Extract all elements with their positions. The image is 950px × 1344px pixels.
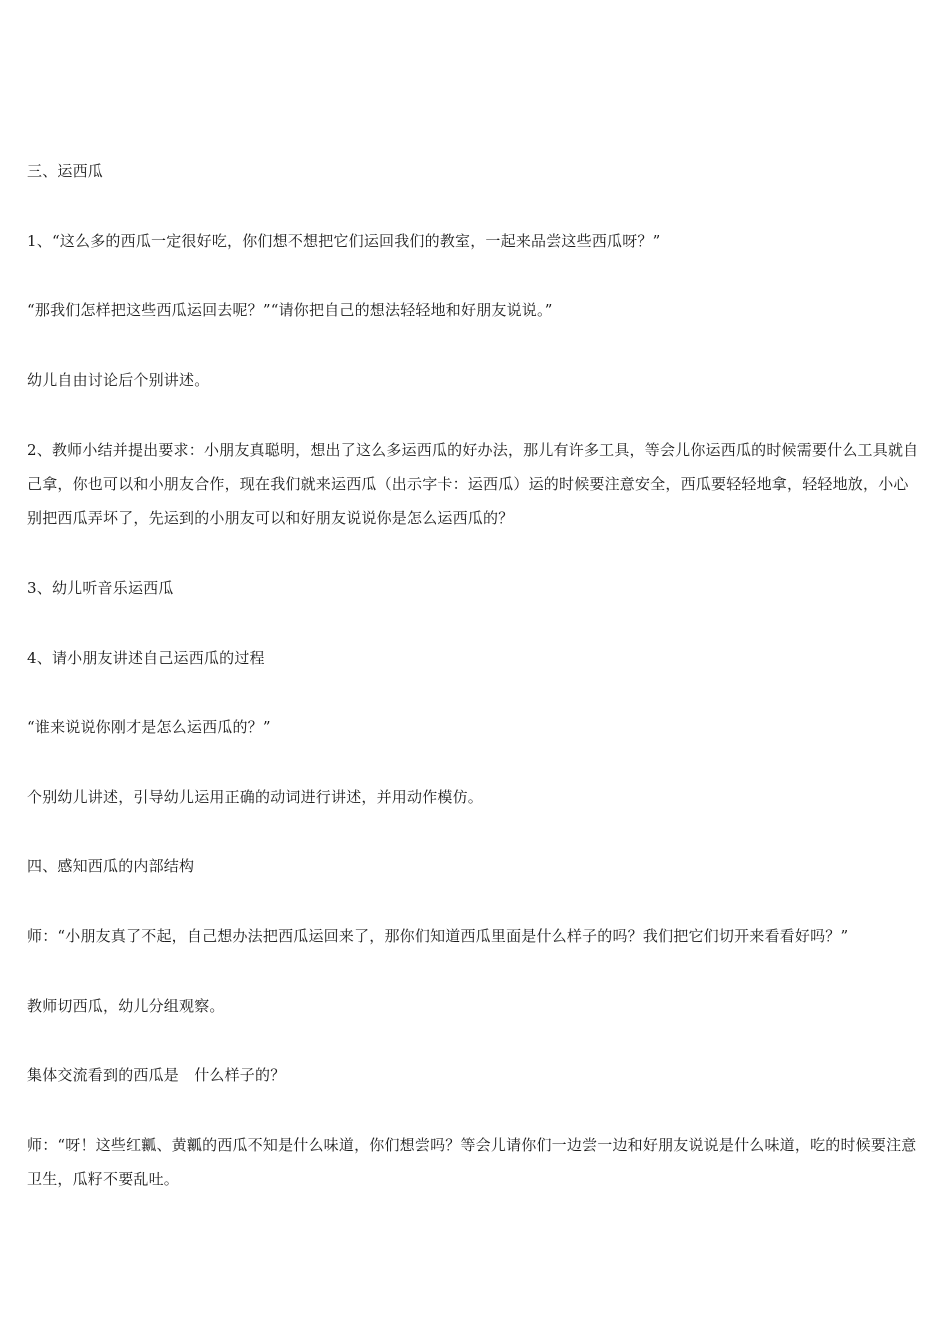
paragraph-teacher-quote-taste: 师：“呀！这些红瓤、黄瓤的西瓜不知是什么味道，你们想尝吗？等会儿请你们一边尝一边和好朋友说说是什么味道，吃的时候要注意卫生，瓜籽不要乱吐。	[27, 1136, 917, 1188]
paragraph-quote-how-transport: “那我们怎样把这些西瓜运回去呢？”“请你把自己的想法轻轻地和好朋友说说。”	[27, 301, 553, 319]
section-heading-internal-structure: 四、感知西瓜的内部结构	[27, 857, 195, 875]
section-heading-transport-watermelon: 三、运西瓜	[27, 162, 104, 180]
paragraph-individual-narration: 个别幼儿讲述，引导幼儿运用正确的动词进行讲述，并用动作模仿。	[27, 788, 484, 806]
paragraph-teacher-cuts: 教师切西瓜，幼儿分组观察。	[27, 997, 225, 1015]
paragraph-teacher-quote-cut: 师：“小朋友真了不起，自己想办法把西瓜运回来了，那你们知道西瓜里面是什么样子的吗？我们把它们切开来看看好吗？”	[27, 927, 849, 945]
paragraph-group-exchange: 集体交流看到的西瓜是 什么样子的？	[27, 1066, 286, 1084]
paragraph-quote-who-tells: “谁来说说你刚才是怎么运西瓜的？”	[27, 718, 271, 736]
paragraph-step-3: 3、幼儿听音乐运西瓜	[27, 579, 174, 597]
paragraph-step-2: 2、教师小结并提出要求：小朋友真聪明，想出了这么多运西瓜的好办法，那儿有许多工具，等会儿你运西瓜的时候需要什么工具就自己拿，你也可以和小朋友合作，现在我们就来运西瓜（出示字卡：运西瓜）运的时候要注意安全，西瓜要轻轻地拿，轻轻地放，小心别把西瓜弄坏了，先运到的小朋友可以和好朋友说说你是怎么运西瓜的？	[27, 441, 919, 527]
paragraph-free-discussion: 幼儿自由讨论后个别讲述。	[27, 371, 210, 389]
paragraph-step-4: 4、请小朋友讲述自己运西瓜的过程	[27, 649, 265, 667]
paragraph-step-1: 1、“这么多的西瓜一定很好吃，你们想不想把它们运回我们的教室，一起来品尝这些西瓜呀？”	[27, 232, 661, 250]
